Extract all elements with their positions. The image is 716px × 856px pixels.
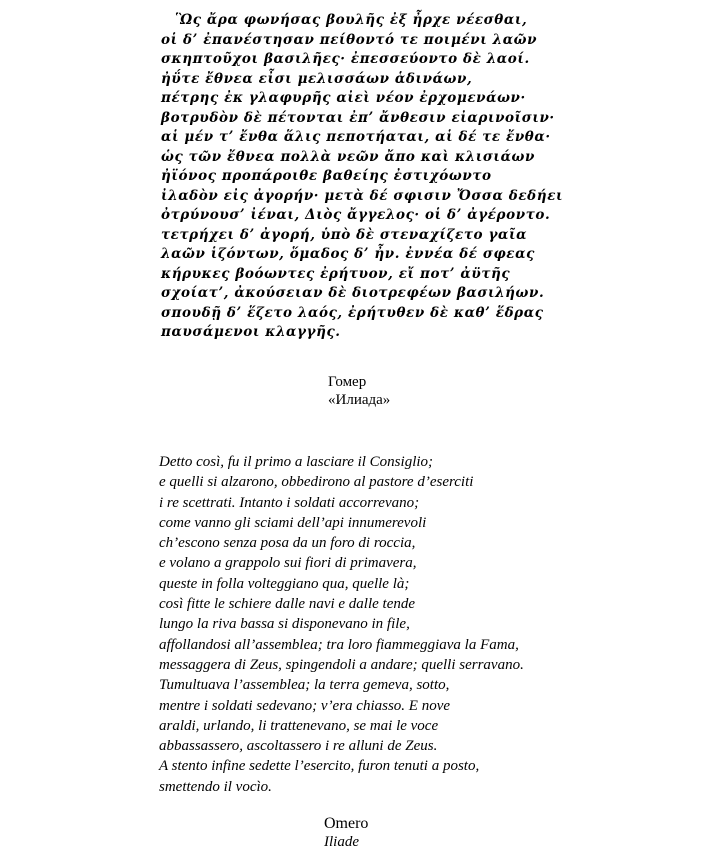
italian-line: smettendo il vocìo. [159,778,272,795]
greek-line: πέτρης ἐκ γλαφυρῆς αἰεὶ νέον ἐρχομενάων· [161,90,526,106]
greek-line: ὀτρύνουσ’ ἰέναι, Διὸς ἄγγελος· οἱ δ’ ἀγέροντο. [161,207,551,223]
greek-line: ἰλαδὸν εἰς ἀγορήν· μετὰ δέ σφισιν Ὄσσα δεδήει [161,187,564,204]
work-title-russian: «Илиада» [328,392,391,408]
italian-line: lungo la riva bassa si disponevano in file, [159,616,410,633]
greek-line: σπουδῇ δ’ ἕζετο λαός, ἐρήτυθεν δὲ καθ’ ἕδρας [161,304,544,321]
russian-attribution [328,373,390,409]
italian-line: A stento infine sedette l’esercito, furon tenuti a posto, [159,758,480,775]
author-name-russian: Гомер [328,374,367,390]
italian-line: messaggera di Zeus, spingendoli a andare; quelli serravano. [159,656,524,673]
greek-line: παυσάμενοι κλαγγῆς. [161,324,341,340]
greek-line: βοτρυδὸν δὲ πέτονται ἐπ’ ἄνθεσιν εἰαρινοῖσιν· [161,109,555,126]
italian-line: come vanno gli sciami dell’api innumerevoli [159,514,427,531]
italian-line: ch’escono senza posa da un foro di roccia, [159,535,416,552]
greek-line: ἠΰτε ἔθνεα εἶσι μελισσάων ἁδινάων, [161,70,473,87]
author-name-italian: Omero [324,815,369,832]
italian-passage [159,452,579,797]
italian-line: queste in folla volteggiano qua, quelle là; [159,575,410,592]
greek-line: σχοίατ’, ἀκούσειαν δὲ διοτρεφέων βασιλήων. [161,285,545,301]
italian-line: e volano a grappolo sui fiori di primavera, [159,555,417,572]
work-title-italian: Iliade [324,834,359,850]
italian-line: mentre i soldati sedevano; v’era chiasso. E nove [159,697,451,714]
greek-line: Ὣς ἄρα φωνήσας βουλῆς ἐξ ἦρχε νέεσθαι, [175,12,528,28]
greek-line: οἱ δ’ ἐπανέστησαν πείθοντό τε ποιμένι λαῶν [161,31,538,48]
greek-line: ἠϊόνος προπάροιθε βαθείης ἐστιχόωντο [161,168,492,184]
italian-line: araldi, urlando, li trattenevano, se mai le voce [159,717,439,734]
greek-line: λαῶν ἱζόντων, ὅμαδος δ’ ἦν. ἐννέα δέ σφεας [161,246,535,262]
italian-line: i re scettrati. Intanto i soldati accorrevano; [159,494,420,511]
italian-line: affollandosi all’assemblea; tra loro fiammeggiava la Fama, [159,636,519,653]
italian-line: Detto così, fu il primo a lasciare il Consiglio; [159,454,434,470]
italian-attribution [324,815,368,851]
greek-line: κήρυκες βοόωντες ἐρήτυον, εἴ ποτ’ ἀϋτῆς [161,265,511,282]
greek-line: ὡς τῶν ἔθνεα πολλὰ νεῶν ἄπο καὶ κλισιάων [161,148,535,165]
italian-line: e quelli si alzarono, obbedirono al pastore d’eserciti [159,474,474,491]
italian-line: così fitte le schiere dalle navi e dalle tende [159,596,416,613]
greek-line: αἱ μέν τ’ ἔνθα ἅλις πεποτήαται, αἱ δέ τε ἔνθα· [161,129,551,145]
italian-line: abbassassero, ascoltassero i re alluni de Zeus. [159,738,438,755]
greek-line: τετρήχει δ’ ἀγορή, ὑπὸ δὲ στεναχίζετο γαῖα [161,226,528,243]
greek-passage [161,11,631,343]
greek-line: σκηπτοῦχοι βασιλῆες· ἐπεσσεύοντο δὲ λαοί. [161,51,530,67]
italian-line: Tumultuava l’assemblea; la terra gemeva, sotto, [159,677,450,694]
